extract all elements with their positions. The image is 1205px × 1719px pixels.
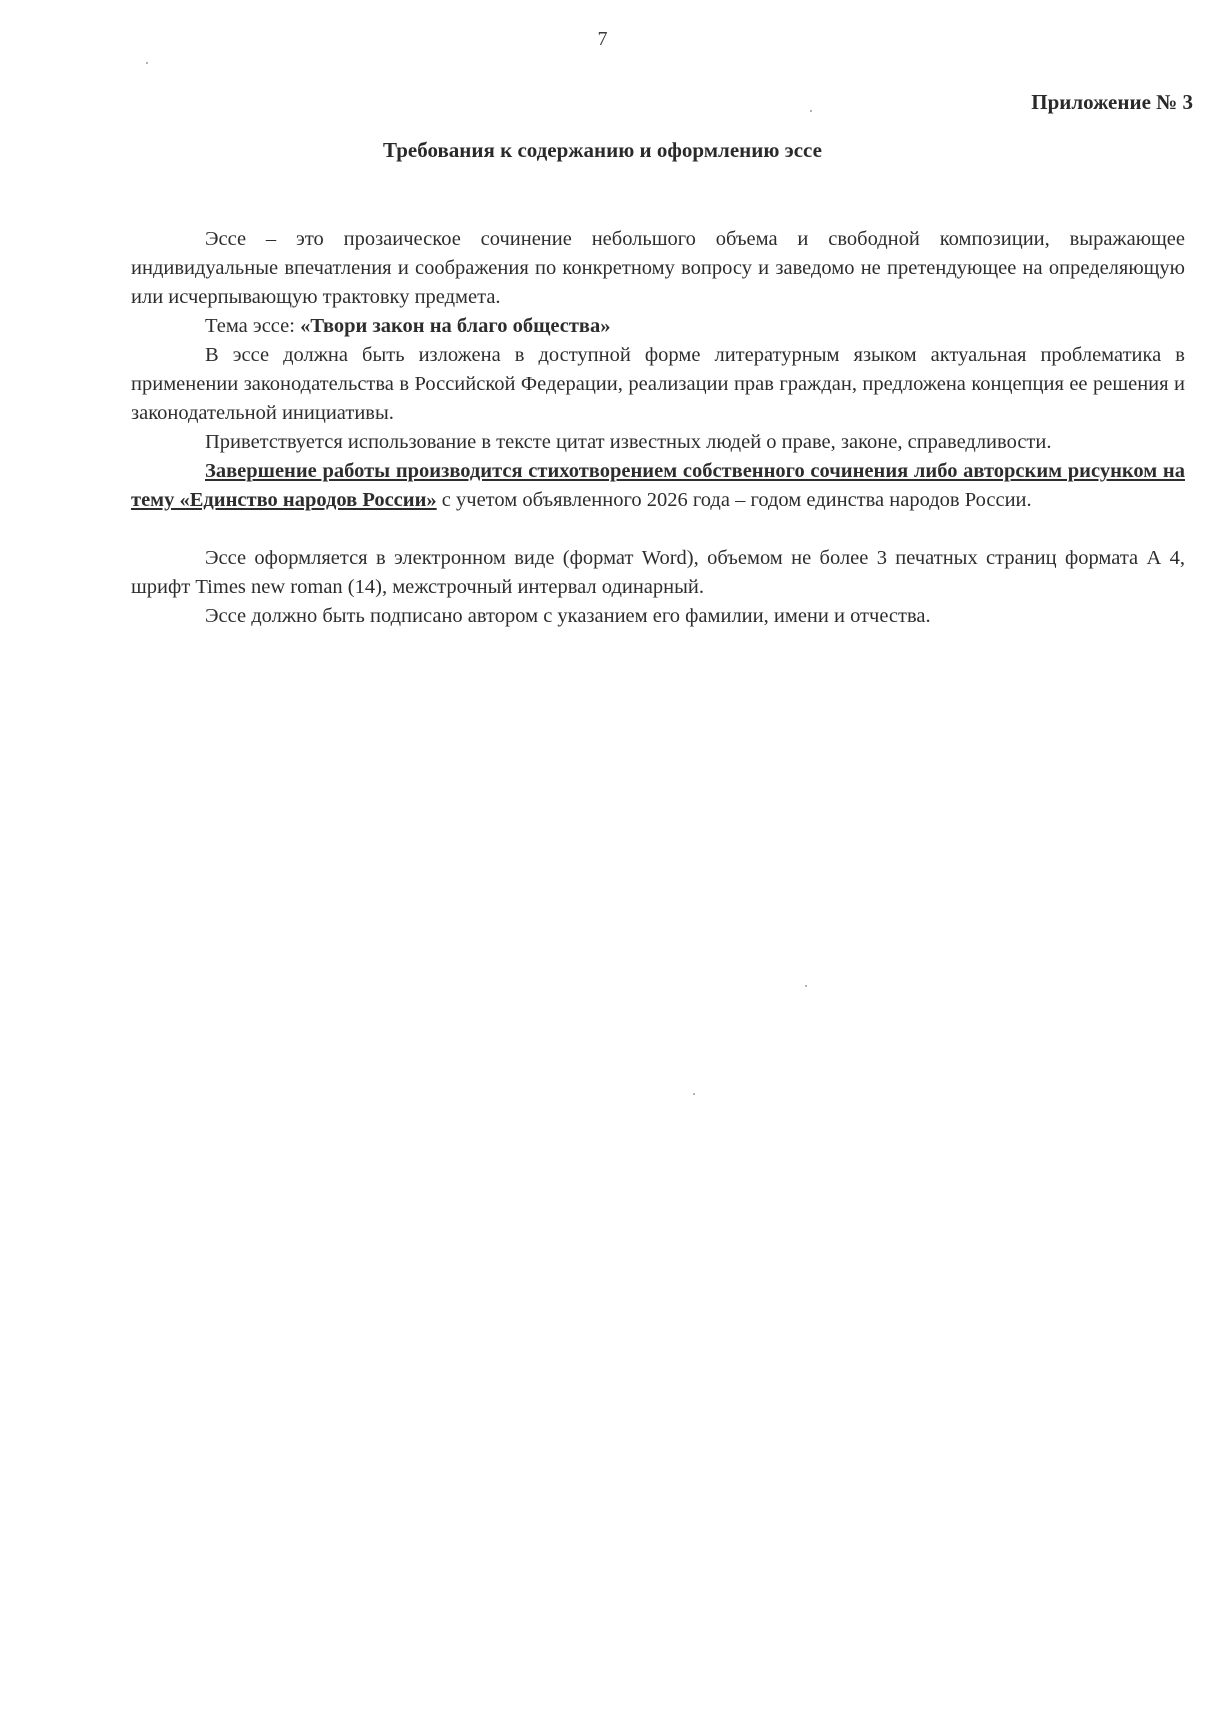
page-number: 7 <box>597 28 608 50</box>
scan-speck <box>805 985 807 987</box>
appendix-label: Приложение № 3 <box>1031 90 1193 114</box>
conclusion-rest: с учетом объявленного 2026 года – годом единства народов России. <box>436 489 1032 511</box>
paragraph-conclusion <box>131 457 1185 515</box>
paragraph-content-requirements: В эссе должна быть изложена в доступной форме литературным языком актуальная проблематика в применении законодательства в Российской Федерации, реализации прав граждан, предложена концепция ее решения и законодательной инициативы. <box>131 344 1185 424</box>
paragraph-quotes: Приветствуется использование в тексте цитат известных людей о праве, законе, справедливости. <box>205 431 1052 453</box>
paragraph-topic <box>131 312 1185 341</box>
document-title: Требования к содержанию и оформлению эссе <box>383 138 822 162</box>
conclusion-emphasis: Завершение работы производится стихотворением собственного сочинения либо авторским рисунком на тему «Единство народов России» <box>131 460 1185 511</box>
paragraph-formatting: Эссе оформляется в электронном виде (формат Word), объемом не более 3 печатных страниц формата А 4, шрифт Times new roman (14), межстрочный интервал одинарный. <box>131 547 1185 598</box>
scan-speck <box>146 62 148 64</box>
paragraph-definition: Эссе – это прозаическое сочинение небольшого объема и свободной композиции, выражающее индивидуальные впечатления и соображения по конкретному вопросу и заведомо не претендующее на определяющую или исчерпывающую трактовку предмета. <box>131 228 1185 308</box>
document-body <box>131 225 1185 631</box>
scan-speck <box>693 1093 695 1095</box>
paragraph-signature: Эссе должно быть подписано автором с указанием его фамилии, имени и отчества. <box>205 605 931 627</box>
topic-prefix: Тема эссе: <box>205 315 301 337</box>
scan-speck <box>810 110 812 112</box>
topic-title: «Твори закон на благо общества» <box>300 315 611 337</box>
